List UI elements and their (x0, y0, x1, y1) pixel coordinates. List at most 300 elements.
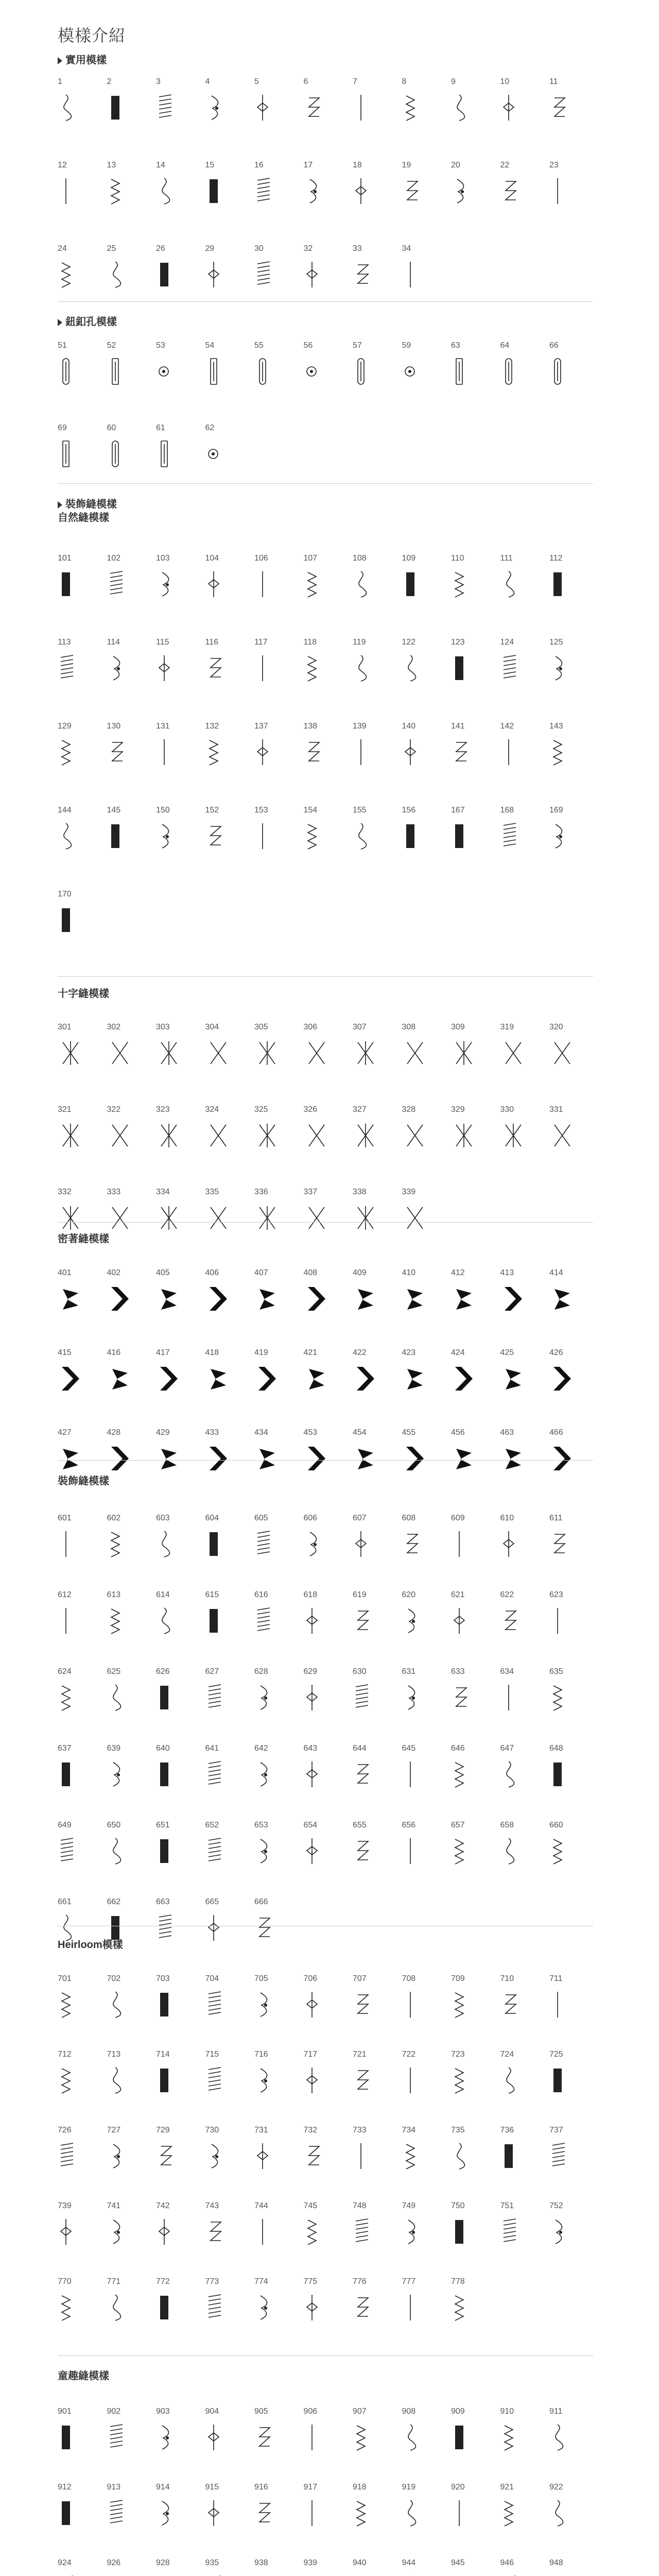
stitch-cell[interactable] (107, 2407, 154, 2456)
stitch-cell[interactable] (353, 1667, 400, 1717)
stitch-cell[interactable] (353, 2201, 400, 2251)
stitch-cell[interactable] (107, 2558, 154, 2576)
stitch-cell[interactable] (451, 2277, 498, 2327)
stitch-cell[interactable] (549, 1514, 597, 1563)
stitch-cell[interactable] (58, 1821, 105, 1870)
stitch-cell[interactable] (353, 1514, 400, 1563)
stitch-cell[interactable] (58, 341, 105, 391)
stitch-cell[interactable] (156, 1821, 203, 1870)
stitch-cell[interactable] (107, 161, 154, 210)
stitch-cell[interactable] (254, 1514, 302, 1563)
stitch-cell[interactable] (451, 2407, 498, 2456)
stitch-cell[interactable] (353, 244, 400, 294)
stitch-cell[interactable] (304, 1974, 351, 2024)
stitch-cell[interactable] (58, 161, 105, 210)
stitch-cell[interactable] (549, 161, 597, 210)
stitch-cell[interactable] (58, 638, 105, 687)
stitch-cell[interactable] (451, 1023, 498, 1072)
stitch-cell[interactable] (451, 554, 498, 603)
stitch-cell[interactable] (205, 1744, 253, 1793)
stitch-cell[interactable] (205, 2126, 253, 2175)
stitch-cell[interactable] (156, 1023, 203, 1072)
stitch-cell[interactable] (353, 1974, 400, 2024)
stitch-cell[interactable] (402, 1974, 449, 2024)
stitch-cell[interactable] (107, 638, 154, 687)
stitch-cell[interactable] (451, 806, 498, 855)
stitch-cell[interactable] (353, 77, 400, 127)
stitch-cell[interactable] (500, 1428, 548, 1478)
stitch-cell[interactable] (254, 1897, 302, 1947)
stitch-cell[interactable] (402, 1268, 449, 1318)
stitch-cell[interactable] (402, 2483, 449, 2532)
stitch-cell[interactable] (205, 2050, 253, 2099)
stitch-cell[interactable] (353, 722, 400, 771)
stitch-cell[interactable] (549, 1744, 597, 1793)
stitch-cell[interactable] (205, 1348, 253, 1398)
stitch-cell[interactable] (107, 1514, 154, 1563)
stitch-cell[interactable] (402, 244, 449, 294)
stitch-cell[interactable] (254, 1268, 302, 1318)
stitch-cell[interactable] (549, 722, 597, 771)
stitch-cell[interactable] (107, 2277, 154, 2327)
stitch-cell[interactable] (205, 1268, 253, 1318)
stitch-cell[interactable] (402, 2407, 449, 2456)
stitch-cell[interactable] (58, 1268, 105, 1318)
stitch-cell[interactable] (500, 1023, 548, 1072)
stitch-number: 640 (156, 1744, 170, 1753)
stitch-cell[interactable] (500, 1268, 548, 1318)
stitch-cell[interactable] (58, 1023, 105, 1072)
stitch-cell[interactable] (107, 1348, 154, 1398)
stitch-cell[interactable] (549, 806, 597, 855)
stitch-cell[interactable] (402, 77, 449, 127)
stitch-cell[interactable] (402, 2201, 449, 2251)
stitch-cell[interactable] (156, 2558, 203, 2576)
stitch-cell[interactable] (451, 1821, 498, 1870)
stitch-cell[interactable] (402, 1821, 449, 1870)
stitch-cell[interactable] (205, 722, 253, 771)
stitch-cell[interactable] (304, 161, 351, 210)
stitch-cell[interactable] (304, 1348, 351, 1398)
stitch-cell[interactable] (500, 2483, 548, 2532)
stitch-cell[interactable] (254, 1023, 302, 1072)
stitch-cell[interactable] (402, 1514, 449, 1563)
stitch-cell[interactable] (156, 2050, 203, 2099)
stitch-cell[interactable] (549, 554, 597, 603)
stitch-cell[interactable] (58, 1188, 105, 1237)
stitch-cell[interactable] (254, 1428, 302, 1478)
stitch-cell[interactable] (156, 1268, 203, 1318)
stitch-cell[interactable] (549, 1428, 597, 1478)
stitch-cell[interactable] (353, 1023, 400, 1072)
stitch-cell[interactable] (254, 1188, 302, 1237)
stitch-cell[interactable] (156, 806, 203, 855)
stitch-cell[interactable] (402, 2277, 449, 2327)
stitch-cell[interactable] (451, 1348, 498, 1398)
stitch-cell[interactable] (500, 2407, 548, 2456)
stitch-cell[interactable] (304, 1105, 351, 1155)
stitch-cell[interactable] (304, 1667, 351, 1717)
stitch-cell[interactable] (156, 77, 203, 127)
stitch-cell[interactable] (205, 2277, 253, 2327)
stitch-cell[interactable] (205, 806, 253, 855)
stitch-cell[interactable] (353, 2277, 400, 2327)
stitch-cell[interactable] (402, 2558, 449, 2576)
stitch-cell[interactable] (58, 77, 105, 127)
stitch-cell[interactable] (304, 2050, 351, 2099)
stitch-cell[interactable] (451, 1590, 498, 1640)
stitch-cell[interactable] (254, 77, 302, 127)
stitch-cell[interactable] (107, 1744, 154, 1793)
stitch-cell[interactable] (254, 1105, 302, 1155)
stitch-cell[interactable] (205, 1974, 253, 2024)
stitch-cell[interactable] (500, 161, 548, 210)
stitch-cell[interactable] (156, 1590, 203, 1640)
stitch-cell[interactable] (107, 1188, 154, 1237)
stitch-cell[interactable] (205, 2407, 253, 2456)
stitch-cell[interactable] (304, 1744, 351, 1793)
stitch-cell[interactable] (304, 1268, 351, 1318)
stitch-cell[interactable] (205, 1667, 253, 1717)
stitch-cell[interactable] (205, 161, 253, 210)
stitch-cell[interactable] (402, 806, 449, 855)
stitch-cell[interactable] (549, 2558, 597, 2576)
stitch-cell[interactable] (58, 2558, 105, 2576)
stitch-cell[interactable] (402, 2126, 449, 2175)
stitch-cell[interactable] (500, 1514, 548, 1563)
stitch-cell[interactable] (402, 1105, 449, 1155)
stitch-cell[interactable] (156, 1667, 203, 1717)
stitch-cell[interactable] (107, 1590, 154, 1640)
stitch-cell[interactable] (254, 806, 302, 855)
stitch-cell[interactable] (353, 1590, 400, 1640)
stitch-cell[interactable] (156, 1428, 203, 1478)
stitch-cell[interactable] (304, 638, 351, 687)
stitch-cell[interactable] (353, 1744, 400, 1793)
stitch-cell[interactable] (156, 554, 203, 603)
stitch-cell[interactable] (451, 341, 498, 391)
stitch-cell[interactable] (58, 1590, 105, 1640)
stitch-cell[interactable] (549, 2126, 597, 2175)
stitch-cell[interactable] (402, 638, 449, 687)
stitch-cell[interactable] (353, 1105, 400, 1155)
stitch-cell[interactable] (402, 341, 449, 391)
stitch-cell[interactable] (500, 2050, 548, 2099)
stitch-cell[interactable] (353, 1188, 400, 1237)
stitch-cell[interactable] (205, 1514, 253, 1563)
stitch-cell[interactable] (500, 1744, 548, 1793)
stitch-cell[interactable] (353, 2483, 400, 2532)
stitch-cell[interactable] (500, 1821, 548, 1870)
stitch-cell[interactable] (254, 2483, 302, 2532)
stitch-cell[interactable] (156, 2277, 203, 2327)
stitch-cell[interactable] (549, 2483, 597, 2532)
stitch-cell[interactable] (58, 890, 105, 939)
stitch-cell[interactable] (205, 1897, 253, 1947)
stitch-cell[interactable] (254, 554, 302, 603)
stitch-cell[interactable] (107, 244, 154, 294)
stitch-cell[interactable] (500, 638, 548, 687)
stitch-cell[interactable] (156, 2483, 203, 2532)
stitch-cell[interactable] (304, 2407, 351, 2456)
stitch-cell[interactable] (451, 1744, 498, 1793)
stitch-cell[interactable] (107, 341, 154, 391)
stitch-cell[interactable] (304, 77, 351, 127)
stitch-cell[interactable] (254, 638, 302, 687)
stitch-cell[interactable] (205, 2558, 253, 2576)
stitch-cell[interactable] (549, 1348, 597, 1398)
stitch-cell[interactable] (549, 2050, 597, 2099)
stitch-cell[interactable] (304, 554, 351, 603)
stitch-cell[interactable] (451, 2126, 498, 2175)
stitch-cell[interactable] (549, 1821, 597, 1870)
stitch-cell[interactable] (254, 2558, 302, 2576)
stitch-cell[interactable] (304, 244, 351, 294)
stitch-cell[interactable] (451, 1974, 498, 2024)
stitch-cell[interactable] (353, 2050, 400, 2099)
stitch-cell[interactable] (353, 806, 400, 855)
stitch-cell[interactable] (58, 554, 105, 603)
stitch-cell[interactable] (549, 341, 597, 391)
stitch-cell[interactable] (254, 1974, 302, 2024)
stitch-cell[interactable] (402, 554, 449, 603)
stitch-cell[interactable] (58, 1667, 105, 1717)
stitch-cell[interactable] (205, 1105, 253, 1155)
stitch-cell[interactable] (500, 722, 548, 771)
stitch-cell[interactable] (353, 2558, 400, 2576)
stitch-cell[interactable] (58, 1428, 105, 1478)
stitch-cell[interactable] (254, 1348, 302, 1398)
stitch-cell[interactable] (107, 722, 154, 771)
stitch-cell[interactable] (451, 2050, 498, 2099)
stitch-cell[interactable] (304, 722, 351, 771)
stitch-cell[interactable] (107, 554, 154, 603)
stitch-cell[interactable] (254, 2407, 302, 2456)
stitch-cell[interactable] (156, 423, 203, 473)
stitch-cell[interactable] (353, 161, 400, 210)
stitch-cell[interactable] (107, 1974, 154, 2024)
stitch-cell[interactable] (549, 2201, 597, 2251)
stitch-cell[interactable] (254, 2201, 302, 2251)
stitch-cell[interactable] (205, 554, 253, 603)
stitch-cell[interactable] (107, 1023, 154, 1072)
stitch-cell[interactable] (254, 722, 302, 771)
stitch-cell[interactable] (107, 2126, 154, 2175)
stitch-cell[interactable] (254, 1590, 302, 1640)
stitch-cell[interactable] (58, 2483, 105, 2532)
stitch-cell[interactable] (451, 1667, 498, 1717)
stitch-cell[interactable] (500, 1348, 548, 1398)
stitch-cell[interactable] (304, 1514, 351, 1563)
stitch-cell[interactable] (500, 1974, 548, 2024)
stitch-cell[interactable] (353, 554, 400, 603)
stitch-cell[interactable] (451, 638, 498, 687)
stitch-cell[interactable] (451, 1105, 498, 1155)
stitch-mark (111, 1447, 129, 1470)
stitch-cell[interactable] (254, 1744, 302, 1793)
stitch-cell[interactable] (205, 1590, 253, 1640)
stitch-cell[interactable] (353, 341, 400, 391)
stitch-number: 125 (549, 638, 563, 647)
stitch-cell[interactable] (58, 1348, 105, 1398)
stitch-cell[interactable] (156, 244, 203, 294)
stitch-cell[interactable] (107, 423, 154, 473)
stitch-cell[interactable] (107, 2483, 154, 2532)
stitch-cell[interactable] (156, 2126, 203, 2175)
stitch-cell[interactable] (205, 1188, 253, 1237)
stitch-cell[interactable] (156, 161, 203, 210)
stitch-cell[interactable] (500, 1105, 548, 1155)
stitch-cell[interactable] (254, 2126, 302, 2175)
stitch-cell[interactable] (451, 1268, 498, 1318)
stitch-cell[interactable] (451, 722, 498, 771)
stitch-cell[interactable] (304, 2201, 351, 2251)
stitch-cell[interactable] (254, 1667, 302, 1717)
stitch-cell[interactable] (205, 1023, 253, 1072)
stitch-cell[interactable] (156, 1897, 203, 1947)
stitch-cell[interactable] (549, 638, 597, 687)
stitch-cell[interactable] (451, 1514, 498, 1563)
stitch-cell[interactable] (58, 1974, 105, 2024)
stitch-cell[interactable] (451, 2201, 498, 2251)
stitch-cell[interactable] (156, 1514, 203, 1563)
stitch-cell[interactable] (402, 1428, 449, 1478)
stitch-cell[interactable] (156, 341, 203, 391)
stitch-cell[interactable] (500, 2201, 548, 2251)
stitch-cell[interactable] (205, 244, 253, 294)
stitch-cell[interactable] (353, 638, 400, 687)
stitch-cell[interactable] (549, 2407, 597, 2456)
stitch-cell[interactable] (353, 1821, 400, 1870)
stitch-cell[interactable] (205, 1428, 253, 1478)
stitch-cell[interactable] (107, 1268, 154, 1318)
stitch-cell[interactable] (500, 1667, 548, 1717)
stitch-cell[interactable] (58, 2201, 105, 2251)
stitch-cell[interactable] (58, 1105, 105, 1155)
stitch-cell[interactable] (549, 77, 597, 127)
stitch-cell[interactable] (205, 2201, 253, 2251)
stitch-cell[interactable] (156, 1974, 203, 2024)
stitch-cell[interactable] (107, 806, 154, 855)
stitch-cell[interactable] (156, 2201, 203, 2251)
stitch-cell[interactable] (549, 1023, 597, 1072)
stitch-cell[interactable] (549, 1268, 597, 1318)
stitch-cell[interactable] (107, 2201, 154, 2251)
stitch-cell[interactable] (58, 2050, 105, 2099)
stitch-cell[interactable] (58, 806, 105, 855)
stitch-cell[interactable] (107, 1821, 154, 1870)
stitch-cell[interactable] (205, 423, 253, 473)
stitch-cell[interactable] (500, 77, 548, 127)
stitch-cell[interactable] (254, 161, 302, 210)
stitch-cell[interactable] (353, 1268, 400, 1318)
stitch-cell[interactable] (254, 244, 302, 294)
stitch-cell[interactable] (58, 722, 105, 771)
stitch-cell[interactable] (304, 2483, 351, 2532)
stitch-cell[interactable] (205, 638, 253, 687)
stitch-cell[interactable] (402, 1744, 449, 1793)
stitch-cell[interactable] (451, 161, 498, 210)
stitch-cell[interactable] (451, 2558, 498, 2576)
stitch-cell[interactable] (205, 1821, 253, 1870)
stitch-cell[interactable] (156, 722, 203, 771)
stitch-cell[interactable] (254, 2277, 302, 2327)
stitch-cell[interactable] (58, 423, 105, 473)
stitch-cell[interactable] (549, 1974, 597, 2024)
stitch-cell[interactable] (254, 2050, 302, 2099)
stitch-cell[interactable] (500, 554, 548, 603)
stitch-cell[interactable] (304, 341, 351, 391)
stitch-cell[interactable] (549, 1590, 597, 1640)
stitch-cell[interactable] (58, 1744, 105, 1793)
stitch-cell[interactable] (402, 161, 449, 210)
stitch-cell[interactable] (254, 341, 302, 391)
stitch-cell[interactable] (451, 2483, 498, 2532)
stitch-cell[interactable] (205, 341, 253, 391)
stitch-cell[interactable] (353, 2407, 400, 2456)
stitch-cell[interactable] (205, 2483, 253, 2532)
stitch-cell[interactable] (304, 1188, 351, 1237)
stitch-cell[interactable] (500, 806, 548, 855)
stitch-cell[interactable] (500, 341, 548, 391)
stitch-cell[interactable] (353, 1348, 400, 1398)
stitch-cell[interactable] (107, 1428, 154, 1478)
stitch-cell[interactable] (304, 2558, 351, 2576)
stitch-cell[interactable] (549, 1105, 597, 1155)
stitch-cell[interactable] (402, 1188, 449, 1237)
stitch-cell[interactable] (304, 1821, 351, 1870)
stitch-cell[interactable] (254, 1821, 302, 1870)
stitch-cell[interactable] (58, 2277, 105, 2327)
stitch-cell[interactable] (156, 2407, 203, 2456)
stitch-cell[interactable] (156, 638, 203, 687)
stitch-cell[interactable] (353, 1428, 400, 1478)
stitch-cell[interactable] (500, 2558, 548, 2576)
stitch-cell[interactable] (205, 77, 253, 127)
stitch-cell[interactable] (304, 1590, 351, 1640)
stitch-cell[interactable] (58, 2126, 105, 2175)
stitch-cell[interactable] (156, 1105, 203, 1155)
stitch-cell[interactable] (402, 1023, 449, 1072)
stitch-cell[interactable] (402, 1590, 449, 1640)
stitch-cell[interactable] (304, 1428, 351, 1478)
stitch-cell[interactable] (402, 2050, 449, 2099)
stitch-cell[interactable] (549, 1667, 597, 1717)
stitch-cell[interactable] (402, 722, 449, 771)
stitch-cell[interactable] (451, 1428, 498, 1478)
stitch-cell[interactable] (156, 1188, 203, 1237)
stitch-cell[interactable] (107, 1105, 154, 1155)
stitch-cell[interactable] (304, 2277, 351, 2327)
stitch-cell[interactable] (500, 2126, 548, 2175)
stitch-cell[interactable] (58, 244, 105, 294)
stitch-cell[interactable] (304, 1023, 351, 1072)
stitch-cell[interactable] (451, 77, 498, 127)
stitch-cell[interactable] (58, 2407, 105, 2456)
stitch-cell[interactable] (107, 1667, 154, 1717)
stitch-cell[interactable] (353, 2126, 400, 2175)
stitch-cell[interactable] (500, 1590, 548, 1640)
stitch-cell[interactable] (58, 1514, 105, 1563)
stitch-cell[interactable] (304, 2126, 351, 2175)
stitch-cell[interactable] (402, 1667, 449, 1717)
stitch-cell[interactable] (156, 1744, 203, 1793)
stitch-cell[interactable] (304, 806, 351, 855)
stitch-cell[interactable] (107, 77, 154, 127)
stitch-cell[interactable] (107, 2050, 154, 2099)
stitch-cell[interactable] (402, 1348, 449, 1398)
stitch-cell[interactable] (156, 1348, 203, 1398)
